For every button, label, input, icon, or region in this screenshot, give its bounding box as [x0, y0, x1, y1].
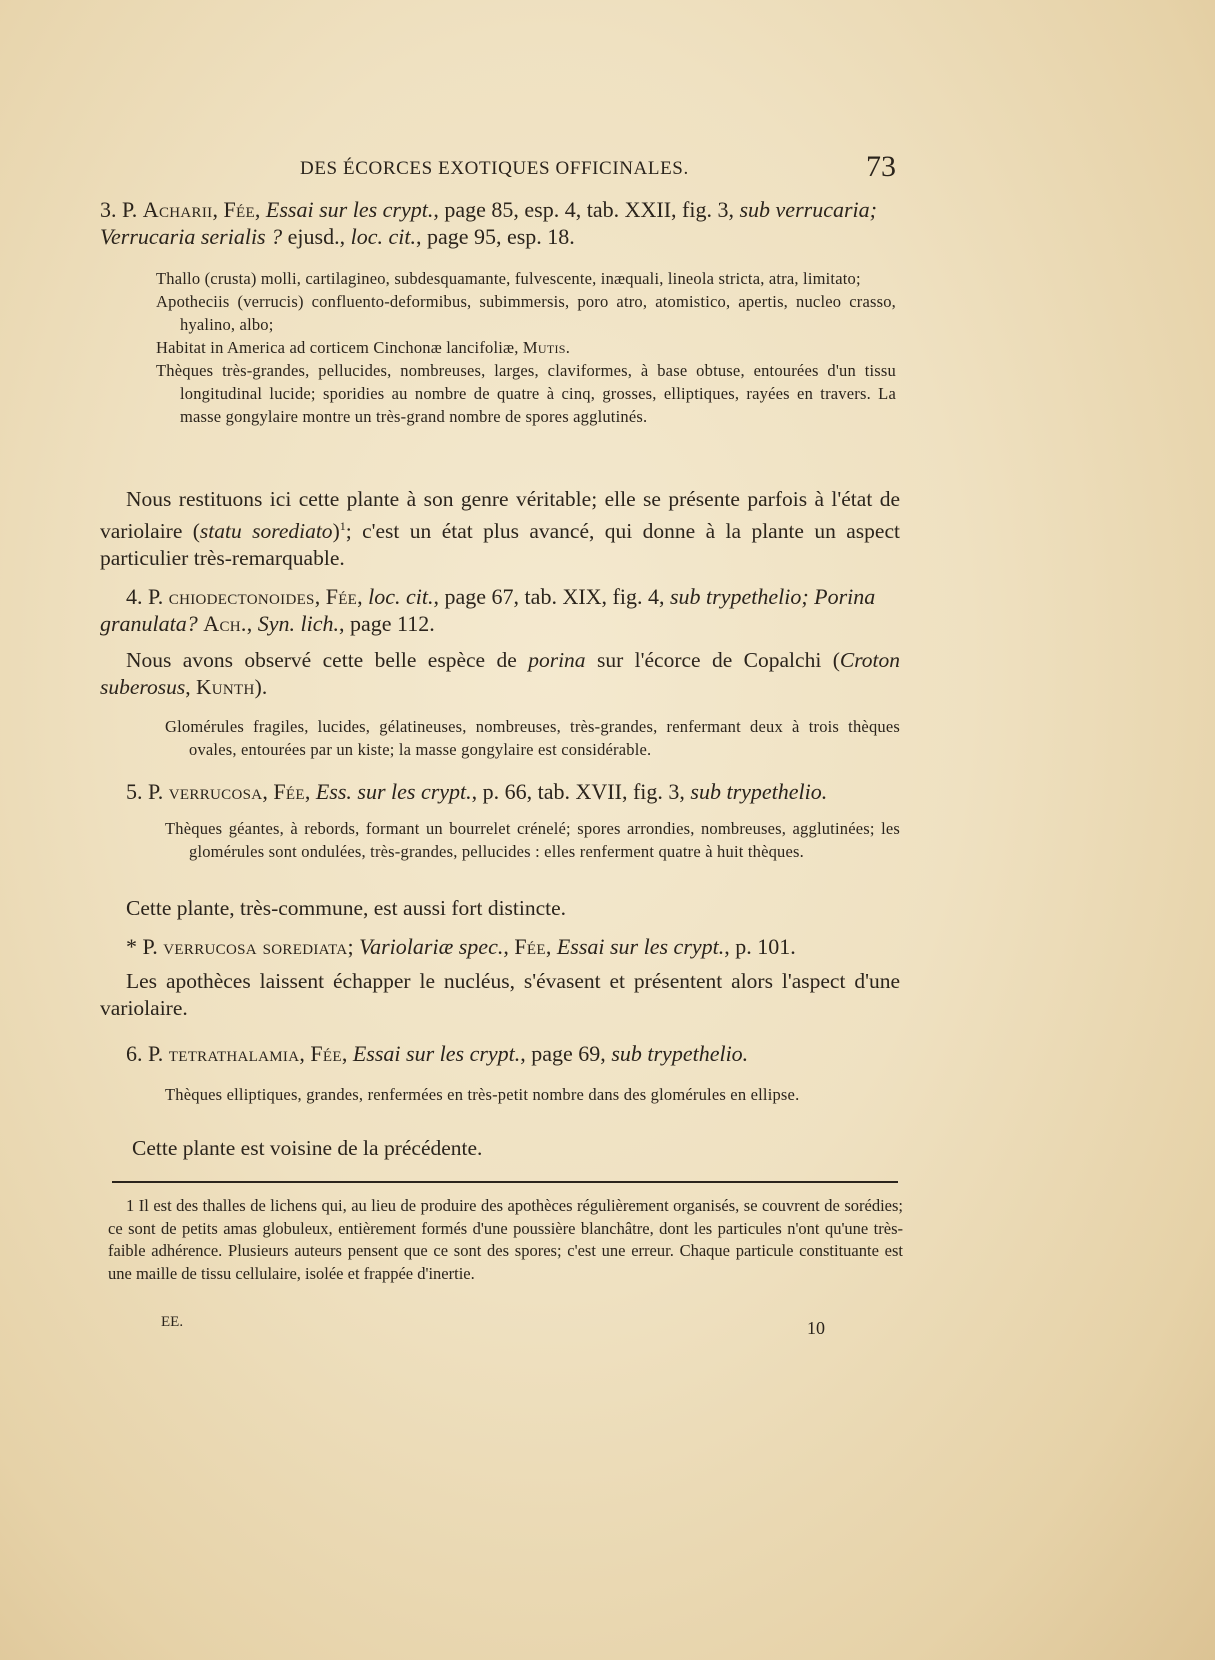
work-title: Essai sur les crypt. — [265, 197, 434, 222]
synonym: sub trypethelio. — [690, 779, 828, 804]
species-entry-4: 4. P. chiodectonoides, Fée, loc. cit., page 67, tab. XIX, fig. 4, sub trypethelio; Porina granulata? Ach., Syn. lich., page 112. — [100, 584, 876, 636]
desc-thallo: Thallo (crusta) molli, cartilagineo, subdesquamante, fulvescente, inæquali, lineola stricta, atra, limitato; — [156, 269, 861, 288]
description-4: Glomérules fragiles, lucides, gélatineuses, nombreuses, très-grandes, renfermant deux à trois thèques ovales, entourées par un kiste; la masse gongylaire est considérable. — [165, 717, 900, 759]
desc-apotheciis: Apotheciis (verrucis) confluento-deformibus, subimmersis, poro atro, atomistico, apertis, nucleo crasso, hyalino, albo; — [156, 292, 896, 334]
description-5: Thèques géantes, à rebords, formant un bourrelet crénelé; spores arrondies, nombreuses, agglutinées; les glomérules sont ondulées, très-grandes, pellucides : elles renferment quatre à huit thèques. — [165, 819, 900, 861]
sheet-number: 10 — [807, 1318, 825, 1338]
footnote-rule — [112, 1181, 898, 1183]
work-title: Essai sur les crypt. — [556, 934, 725, 959]
paragraph-5: Cette plante, très-commune, est aussi fort distincte. — [126, 896, 567, 920]
entry-number: 4. P. — [126, 584, 164, 609]
running-header: DES ÉCORCES EXOTIQUES OFFICINALES. — [300, 158, 689, 179]
paragraph-5b: Les apothèces laissent échapper le nucléus, s'évasent et présentent alors l'aspect d'une variolaire. — [100, 969, 900, 1020]
signature-mark: EE. — [161, 1314, 184, 1330]
entry-number: 3. P. — [100, 197, 138, 222]
footnote: 1 Il est des thalles de lichens qui, au lieu de produire des apothèces régulièrement organisés, se couvrent de sorédies; ce sont de petits amas globuleux, entièrement formés d'une poussière blanchâtre, dont les particules n'ont qu'une très-faible adhérence. Plusieurs auteurs pensent que ce sont des spores; c'est une erreur. Chaque particule constituante est une maille de tissu cellulaire, isolée et frappée d'inertie. — [108, 1196, 903, 1283]
species-entry-5: 5. P. verrucosa, Fée, Ess. sur les crypt., p. 66, tab. XVII, fig. 3, sub trypethelio. — [126, 779, 828, 804]
author-name: Fée — [325, 584, 358, 609]
species-name: verrucosa — [168, 779, 263, 804]
entry-number: 6. P. — [126, 1041, 164, 1066]
synonym: sub trypethelio. — [611, 1041, 749, 1066]
work-title: Ess. sur les crypt. — [315, 779, 472, 804]
author-name: Fée — [514, 934, 546, 959]
desc-habitat: Habitat in America ad corticem Cinchonæ lancifoliæ, Mutis. — [156, 338, 571, 357]
variety-name: verrucosa sorediata — [163, 934, 348, 959]
paragraph-4: Nous avons observé cette belle espèce de porina sur l'écorce de Copalchi (Croton suberosus, Kunth). — [100, 648, 900, 699]
description-6: Thèques elliptiques, grandes, renfermées en très-petit nombre dans des glomérules en ellipse. — [165, 1085, 800, 1104]
variety-entry-sorediata: * P. verrucosa sorediata; Variolariæ spec., Fée, Essai sur les crypt., p. 101. — [126, 934, 796, 959]
entry-number: * P. — [126, 934, 158, 959]
species-name: chiodectonoides — [168, 584, 315, 609]
species-name: tetrathalamia — [168, 1041, 300, 1066]
author-name: Fée — [310, 1041, 342, 1066]
synonym: sub trypethelio; Porina granulata? — [100, 584, 876, 636]
desc-theques: Thèques très-grandes, pellucides, nombreuses, larges, claviformes, à base obtuse, entourées d'un tissu longitudinal lucide; sporidies au nombre de quatre à cinq, grosses, elliptiques, rayées en travers. La masse gongylaire montre un très-grand nombre de spores agglutinés. — [156, 361, 896, 426]
paragraph-6: Cette plante est voisine de la précédente. — [132, 1136, 483, 1160]
synonym: sub verrucaria; Verrucaria serialis ? — [100, 197, 877, 249]
work-title: Essai sur les crypt. — [352, 1041, 521, 1066]
entry-number: 5. P. — [126, 779, 164, 804]
paragraph-3: Nous restituons ici cette plante à son genre véritable; elle se présente parfois à l'état de variolaire (statu sorediato)$^1$; c'est un état plus avancé, qui donne à la plante un aspect particulier très-remarquable. — [100, 487, 900, 571]
footnote-ref: 1 — [339, 519, 346, 533]
species-entry-6: 6. P. tetrathalamia, Fée, Essai sur les crypt., page 69, sub trypethelio. — [126, 1041, 749, 1066]
description-3 — [156, 267, 896, 428]
author-name: Fée — [223, 197, 255, 222]
page-number: 73 — [866, 150, 896, 183]
author-name: Fée — [273, 779, 305, 804]
species-name: Acharii — [142, 197, 213, 222]
species-entry-3: 3. P. Acharii, Fée, Essai sur les crypt., page 85, esp. 4, tab. XXII, fig. 3, sub verrucaria; Verrucaria serialis ? ejusd., loc. cit., page 95, esp. 18. — [100, 197, 877, 249]
synonym: Variolariæ spec. — [359, 934, 504, 959]
